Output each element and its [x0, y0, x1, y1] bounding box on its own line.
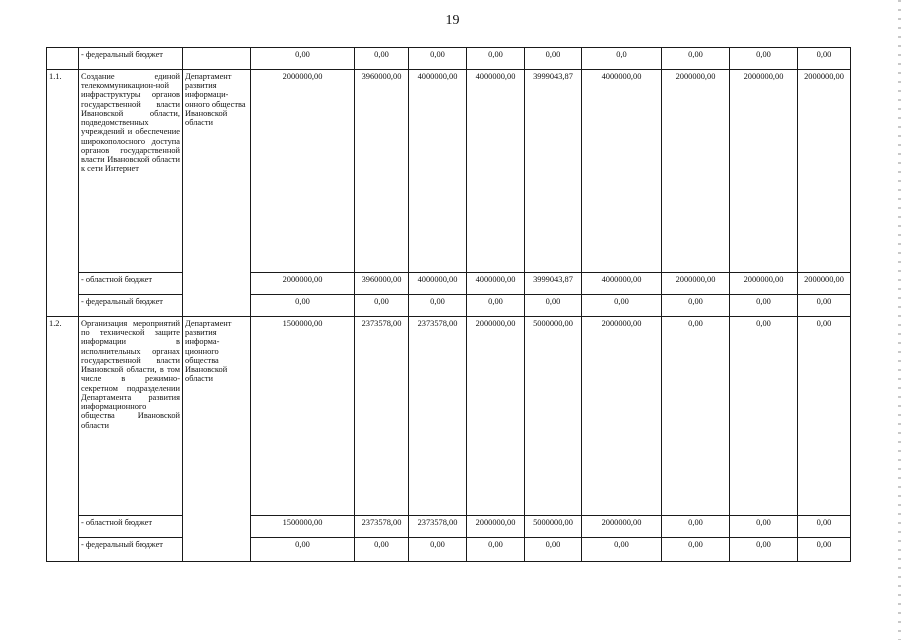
value-cell: 0,00 [251, 538, 355, 562]
row-label: - областной бюджет [79, 516, 183, 538]
value-cell: 0,00 [730, 48, 798, 70]
value-cell: 0,00 [662, 516, 730, 538]
value-cell: 0,00 [582, 538, 662, 562]
value-cell: 0,00 [467, 538, 525, 562]
value-cell: 0,00 [467, 295, 525, 317]
section-index: 1.2. [47, 317, 79, 562]
value-cell: 0,00 [662, 48, 730, 70]
table-row-federal-1-2 [47, 538, 851, 562]
value-cell: 2373578,00 [355, 317, 409, 516]
value-cell: 4000000,00 [582, 70, 662, 273]
value-cell: 4000000,00 [582, 273, 662, 295]
table-row-section-1-1 [47, 70, 851, 273]
value-cell: 0,00 [798, 48, 851, 70]
empty-index-cell [47, 48, 79, 70]
value-cell: 2373578,00 [409, 317, 467, 516]
value-cell: 3999043,87 [525, 70, 582, 273]
value-cell: 2000000,00 [251, 273, 355, 295]
row-label: - федеральный бюджет [79, 48, 183, 70]
value-cell: 0,0 [582, 48, 662, 70]
value-cell: 4000000,00 [467, 273, 525, 295]
value-cell: 0,00 [798, 295, 851, 317]
value-cell: 0,00 [662, 538, 730, 562]
value-cell: 4000000,00 [467, 70, 525, 273]
scan-edge-noise [898, 0, 901, 640]
value-cell: 0,00 [730, 538, 798, 562]
budget-table [46, 47, 851, 562]
value-cell: 2000000,00 [467, 317, 525, 516]
row-label: - федеральный бюджет [79, 538, 183, 562]
value-cell: 0,00 [662, 317, 730, 516]
table-row-federal-1-1 [47, 295, 851, 317]
value-cell: 2373578,00 [409, 516, 467, 538]
value-cell: 0,00 [355, 295, 409, 317]
value-cell: 4000000,00 [409, 70, 467, 273]
value-cell: 0,00 [409, 48, 467, 70]
value-cell: 0,00 [355, 48, 409, 70]
value-cell: 2373578,00 [355, 516, 409, 538]
value-cell: 2000000,00 [730, 70, 798, 273]
table-row-section-1-2 [47, 317, 851, 516]
value-cell: 0,00 [798, 317, 851, 516]
value-cell: 0,00 [467, 48, 525, 70]
table-row-federal-top [47, 48, 851, 70]
empty-dept-cell [183, 48, 251, 70]
value-cell: 0,00 [251, 48, 355, 70]
value-cell: 0,00 [251, 295, 355, 317]
value-cell: 5000000,00 [525, 317, 582, 516]
value-cell: 5000000,00 [525, 516, 582, 538]
value-cell: 0,00 [409, 538, 467, 562]
value-cell: 0,00 [730, 295, 798, 317]
table-row-regional-1-2 [47, 516, 851, 538]
row-label: - областной бюджет [79, 273, 183, 295]
value-cell: 2000000,00 [582, 516, 662, 538]
section-index: 1.1. [47, 70, 79, 317]
row-label: - федеральный бюджет [79, 295, 183, 317]
section-description: Создание единой телекоммуникацион-ной инфраструктуры органов государственной власти Ивановской области, подведомственных учреждений и обеспечение широкополосного доступа органов государственной власти Ивановской области к сети Интернет [79, 70, 183, 273]
value-cell: 0,00 [525, 538, 582, 562]
value-cell: 3960000,00 [355, 70, 409, 273]
value-cell: 0,00 [355, 538, 409, 562]
page-number: 19 [445, 13, 460, 28]
value-cell: 0,00 [525, 48, 582, 70]
section-department: Департамент развития информа-ционного общества Ивановской области [183, 317, 251, 562]
value-cell: 1500000,00 [251, 317, 355, 516]
value-cell: 0,00 [798, 516, 851, 538]
value-cell: 2000000,00 [662, 70, 730, 273]
value-cell: 2000000,00 [582, 317, 662, 516]
value-cell: 2000000,00 [467, 516, 525, 538]
value-cell: 0,00 [730, 317, 798, 516]
value-cell: 2000000,00 [798, 70, 851, 273]
value-cell: 2000000,00 [662, 273, 730, 295]
value-cell: 2000000,00 [730, 273, 798, 295]
value-cell: 1500000,00 [251, 516, 355, 538]
value-cell: 2000000,00 [251, 70, 355, 273]
value-cell: 3999043,87 [525, 273, 582, 295]
value-cell: 2000000,00 [798, 273, 851, 295]
value-cell: 0,00 [662, 295, 730, 317]
value-cell: 4000000,00 [409, 273, 467, 295]
value-cell: 3960000,00 [355, 273, 409, 295]
section-description: Организация мероприятий по технической защите информации в исполнительных органах государственной власти Ивановской области, в том числе в режимно-секретном подразделении Департамента развития информационного общества Ивановской области [79, 317, 183, 516]
value-cell: 0,00 [409, 295, 467, 317]
value-cell: 0,00 [798, 538, 851, 562]
value-cell: 0,00 [525, 295, 582, 317]
section-department: Департамент развития информаци-онного общества Ивановской области [183, 70, 251, 317]
table-row-regional-1-1 [47, 273, 851, 295]
value-cell: 0,00 [730, 516, 798, 538]
value-cell: 0,00 [582, 295, 662, 317]
